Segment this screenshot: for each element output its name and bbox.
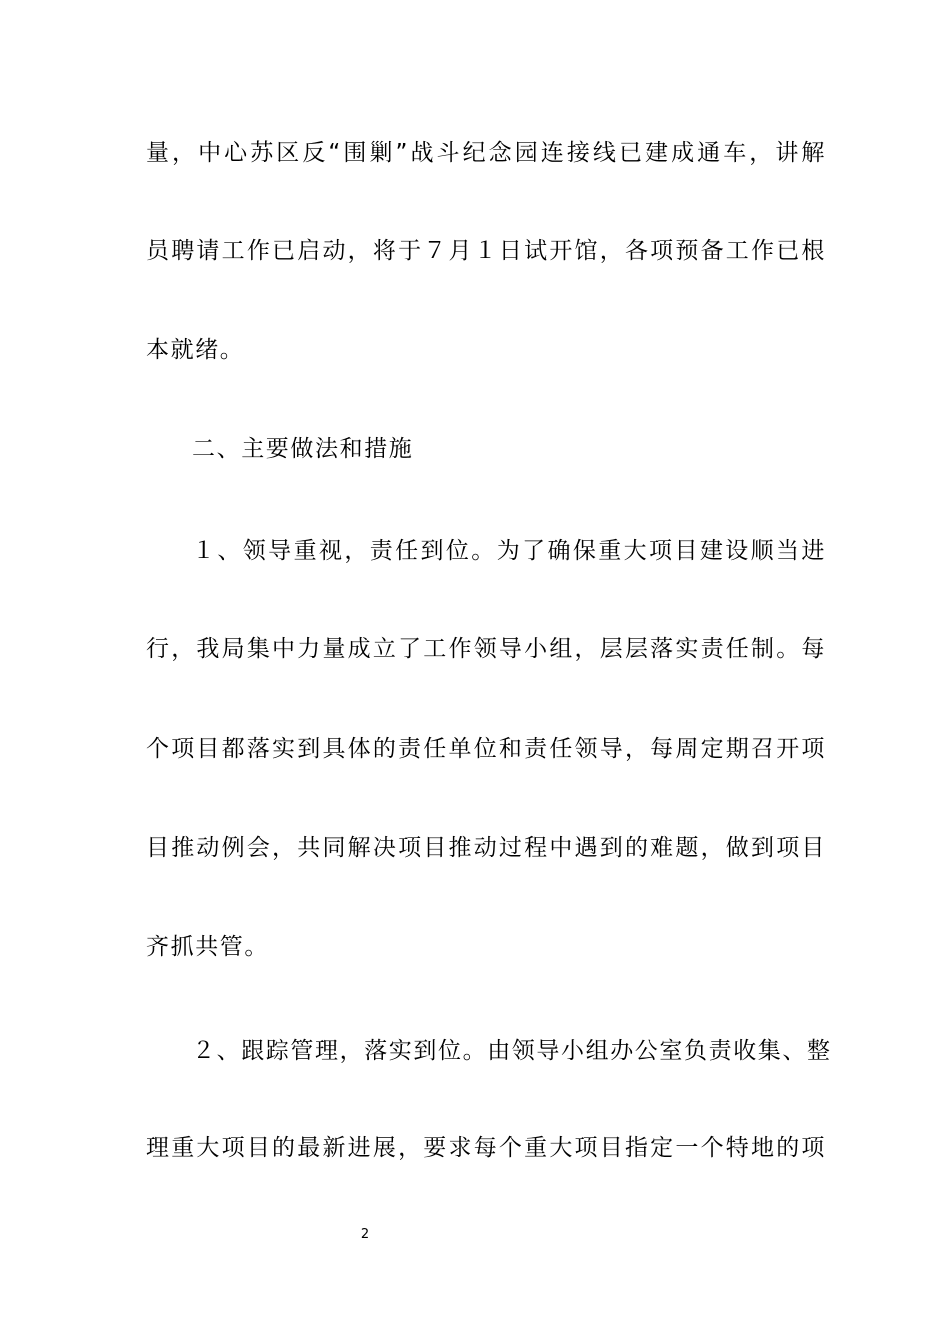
- text-line: 目推动例会，共同解决项目推动过程中遇到的难题，做到项目: [146, 835, 826, 861]
- text-line: 理重大项目的最新进展，要求每个重大项目指定一个特地的项: [146, 1135, 826, 1161]
- text-line: ２、跟踪管理，落实到位。由领导小组办公室负责收集、整: [192, 1038, 832, 1064]
- text-line: 行，我局集中力量成立了工作领导小组，层层落实责任制。每: [146, 636, 826, 662]
- text-line: 本就绪。: [146, 337, 245, 363]
- section-heading: 二、主要做法和措施: [192, 436, 414, 462]
- text-line: 齐抓共管。: [146, 934, 269, 960]
- text-line: 员聘请工作已启动，将于７月１日试开馆，各项预备工作已根: [146, 238, 826, 264]
- text-line: 量，中心苏区反“围剿”战斗纪念园连接线已建成通车，讲解: [146, 140, 826, 166]
- page-number: 2: [360, 1227, 370, 1242]
- text-line: １、领导重视，责任到位。为了确保重大项目建设顺当进: [192, 538, 826, 564]
- text-line: 个项目都落实到具体的责任单位和责任领导，每周定期召开项: [146, 736, 826, 762]
